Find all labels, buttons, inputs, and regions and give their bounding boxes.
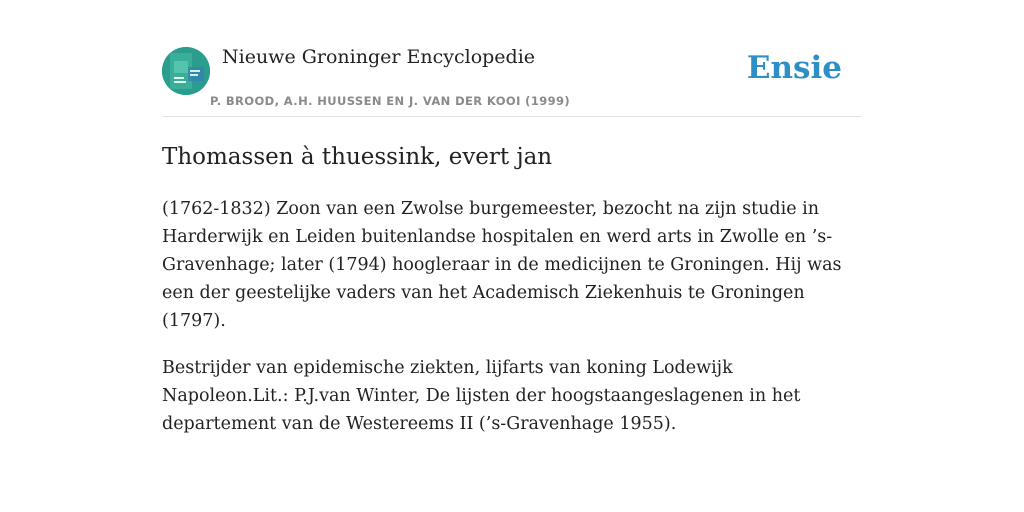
entry-paragraph: Bestrijder van epidemische ziekten, lijfarts van koning Lodewijk Napoleon.Lit.: P.J.van Winter, De lijsten der hoogstaangeslagenen in het departement van de Westereems II (’s-Gravenhage 1955). xyxy=(162,358,801,434)
entry-card xyxy=(162,44,862,438)
authors-line: P. BROOD, A.H. HUUSSEN EN J. VAN DER KOOI (1999) xyxy=(210,94,571,108)
entry-title: Thomassen à thuessink, evert jan xyxy=(162,144,553,170)
entry-header xyxy=(162,44,862,117)
encyclopedia-title[interactable]: Nieuwe Groninger Encyclopedie xyxy=(222,46,536,68)
encyclopedia-cover-icon[interactable] xyxy=(162,47,210,95)
ensie-logo[interactable]: Ensie xyxy=(746,50,842,86)
entry-paragraph: (1762-1832) Zoon van een Zwolse burgemeester, bezocht na zijn studie in Harderwijk en Leiden buitenlandse hospitalen en werd arts in Zwolle en ’s-Gravenhage; later (1794) hoogleraar in de medicijnen te Groningen. Hij was een der geestelijke vaders van het Academisch Ziekenhuis te Groningen (1797). xyxy=(162,199,842,331)
